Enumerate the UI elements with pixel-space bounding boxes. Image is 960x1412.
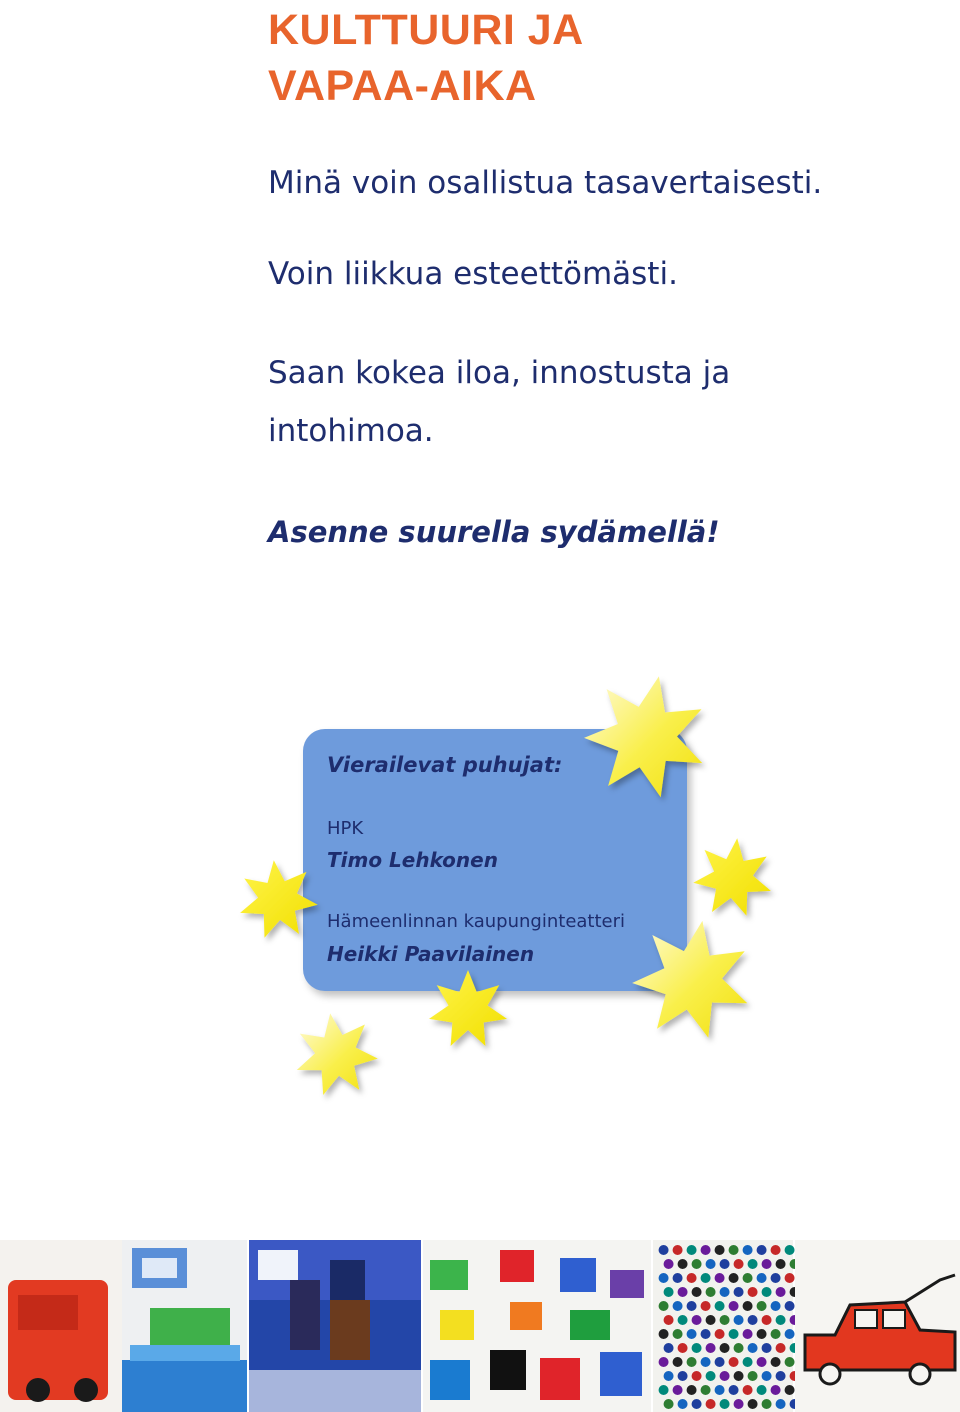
painting-red-truck bbox=[0, 1240, 122, 1412]
speaker-organization: Hämeenlinnan kaupunginteatteri bbox=[327, 911, 626, 932]
paint-dot bbox=[715, 1329, 725, 1339]
paint-dot bbox=[785, 1245, 795, 1255]
paint-dot bbox=[701, 1357, 711, 1367]
paint-dot bbox=[673, 1301, 683, 1311]
paint-dot bbox=[692, 1343, 702, 1353]
paint-dot bbox=[659, 1357, 669, 1367]
paint-dot bbox=[743, 1329, 753, 1339]
paint-dot bbox=[757, 1357, 767, 1367]
paint-dot bbox=[701, 1301, 711, 1311]
paint-dot bbox=[715, 1273, 725, 1283]
paint-dot bbox=[748, 1287, 758, 1297]
paint-dot bbox=[771, 1329, 781, 1339]
paint-dot bbox=[720, 1259, 730, 1269]
paint-dot bbox=[678, 1259, 688, 1269]
paint-dot bbox=[748, 1343, 758, 1353]
paint-dot bbox=[715, 1385, 725, 1395]
paint-dot bbox=[673, 1329, 683, 1339]
paint-dot bbox=[678, 1399, 688, 1409]
paint-dot bbox=[748, 1399, 758, 1409]
paint-dot bbox=[785, 1301, 795, 1311]
paint-dot bbox=[678, 1315, 688, 1325]
paint-dot bbox=[706, 1343, 716, 1353]
paint-dot bbox=[678, 1371, 688, 1381]
paint-dot bbox=[776, 1315, 786, 1325]
statement-joy: Saan kokea iloa, innostusta ja intohimoa. bbox=[268, 355, 731, 449]
paint-dot bbox=[757, 1245, 767, 1255]
paint-dot bbox=[757, 1273, 767, 1283]
paint-dot bbox=[659, 1329, 669, 1339]
paint-dot bbox=[776, 1371, 786, 1381]
speaker-name: Heikki Paavilainen bbox=[327, 942, 535, 966]
speaker-organization: HPK bbox=[327, 818, 364, 839]
star-icon bbox=[297, 1013, 378, 1095]
statement-participate: Minä voin osallistua tasavertaisesti. bbox=[268, 165, 823, 201]
paint-dot bbox=[664, 1287, 674, 1297]
paint-dot bbox=[687, 1273, 697, 1283]
paint-dot bbox=[757, 1329, 767, 1339]
paint-dot bbox=[771, 1301, 781, 1311]
paint-dot bbox=[771, 1273, 781, 1283]
paint-dot bbox=[762, 1343, 772, 1353]
paint-dot bbox=[757, 1301, 767, 1311]
painting-bus bbox=[122, 1240, 247, 1412]
paint-dot bbox=[776, 1399, 786, 1409]
paint-dot bbox=[785, 1385, 795, 1395]
page-title-line-1: KULTTUURI JA bbox=[268, 6, 584, 54]
painting-people bbox=[249, 1240, 421, 1412]
paint-dot bbox=[692, 1315, 702, 1325]
speakers-heading: Vierailevat puhujat: bbox=[327, 753, 563, 777]
paint-dot bbox=[771, 1357, 781, 1367]
paint-dot bbox=[743, 1357, 753, 1367]
speakers-card bbox=[303, 729, 687, 991]
painting-dots bbox=[653, 1240, 800, 1412]
paint-dot bbox=[729, 1301, 739, 1311]
paint-dot bbox=[729, 1385, 739, 1395]
paint-dot bbox=[762, 1371, 772, 1381]
paint-dot bbox=[734, 1399, 744, 1409]
paint-dot bbox=[673, 1245, 683, 1255]
paint-dot bbox=[762, 1399, 772, 1409]
paint-dot bbox=[776, 1287, 786, 1297]
paint-dot bbox=[729, 1273, 739, 1283]
paint-dot bbox=[673, 1385, 683, 1395]
paint-dot bbox=[659, 1273, 669, 1283]
paint-dot bbox=[678, 1287, 688, 1297]
paint-dot bbox=[785, 1357, 795, 1367]
paint-dot bbox=[729, 1329, 739, 1339]
paint-dot bbox=[748, 1259, 758, 1269]
paint-dot bbox=[785, 1273, 795, 1283]
paint-dot bbox=[673, 1357, 683, 1367]
paint-dot bbox=[701, 1273, 711, 1283]
paint-dot bbox=[748, 1315, 758, 1325]
paint-dot bbox=[729, 1357, 739, 1367]
paint-dot bbox=[720, 1343, 730, 1353]
paint-dot bbox=[729, 1245, 739, 1255]
paint-dot bbox=[776, 1343, 786, 1353]
paint-dot bbox=[734, 1259, 744, 1269]
paint-dot bbox=[743, 1301, 753, 1311]
paint-dot bbox=[720, 1399, 730, 1409]
children-paintings-strip bbox=[0, 1240, 960, 1412]
paint-dot bbox=[720, 1315, 730, 1325]
paint-dot bbox=[664, 1371, 674, 1381]
paint-dot bbox=[720, 1287, 730, 1297]
paint-dot bbox=[743, 1245, 753, 1255]
paint-dot bbox=[706, 1287, 716, 1297]
paint-dot bbox=[664, 1343, 674, 1353]
paint-dot bbox=[659, 1301, 669, 1311]
paint-dot bbox=[762, 1315, 772, 1325]
paint-dot bbox=[715, 1357, 725, 1367]
paint-dot bbox=[701, 1385, 711, 1395]
paint-dot bbox=[706, 1315, 716, 1325]
paint-dot bbox=[706, 1259, 716, 1269]
paint-dot bbox=[687, 1329, 697, 1339]
paint-dot bbox=[664, 1259, 674, 1269]
paint-dot bbox=[659, 1385, 669, 1395]
paint-dot bbox=[757, 1385, 767, 1395]
paint-dot bbox=[734, 1371, 744, 1381]
paint-dot bbox=[776, 1259, 786, 1269]
paint-dot bbox=[720, 1371, 730, 1381]
paint-dot bbox=[673, 1273, 683, 1283]
motto: Asenne suurella sydämellä! bbox=[268, 515, 720, 549]
paint-dot bbox=[692, 1259, 702, 1269]
paint-dot bbox=[762, 1259, 772, 1269]
painting-colour-squares bbox=[423, 1240, 651, 1412]
paint-dot bbox=[687, 1245, 697, 1255]
paint-dot bbox=[762, 1287, 772, 1297]
paint-dot bbox=[687, 1357, 697, 1367]
paint-dot bbox=[734, 1287, 744, 1297]
star-icon bbox=[693, 838, 771, 916]
paint-dot bbox=[734, 1315, 744, 1325]
paint-dot bbox=[692, 1399, 702, 1409]
page-title bbox=[268, 2, 584, 114]
paint-dot bbox=[678, 1343, 688, 1353]
paint-dot bbox=[743, 1273, 753, 1283]
paint-dot bbox=[664, 1315, 674, 1325]
paint-dot bbox=[701, 1329, 711, 1339]
speaker-name: Timo Lehkonen bbox=[327, 848, 498, 872]
page-title-line-2: VAPAA-AIKA bbox=[268, 62, 537, 110]
paint-dot bbox=[692, 1371, 702, 1381]
paint-dot bbox=[706, 1399, 716, 1409]
paint-dot bbox=[687, 1301, 697, 1311]
statement-accessible: Voin liikkua esteettömästi. bbox=[268, 256, 678, 292]
paint-dot bbox=[771, 1385, 781, 1395]
paint-dot bbox=[687, 1385, 697, 1395]
paint-dot bbox=[664, 1399, 674, 1409]
paint-dot bbox=[771, 1245, 781, 1255]
paint-dot bbox=[701, 1245, 711, 1255]
painting-red-car bbox=[795, 1240, 960, 1412]
paint-dot bbox=[706, 1371, 716, 1381]
paint-dot bbox=[785, 1329, 795, 1339]
paint-dot bbox=[659, 1245, 669, 1255]
paint-dot bbox=[692, 1287, 702, 1297]
paint-dot bbox=[734, 1343, 744, 1353]
paint-dot bbox=[748, 1371, 758, 1381]
paint-dot bbox=[715, 1245, 725, 1255]
paint-dot bbox=[715, 1301, 725, 1311]
paint-dot bbox=[743, 1385, 753, 1395]
